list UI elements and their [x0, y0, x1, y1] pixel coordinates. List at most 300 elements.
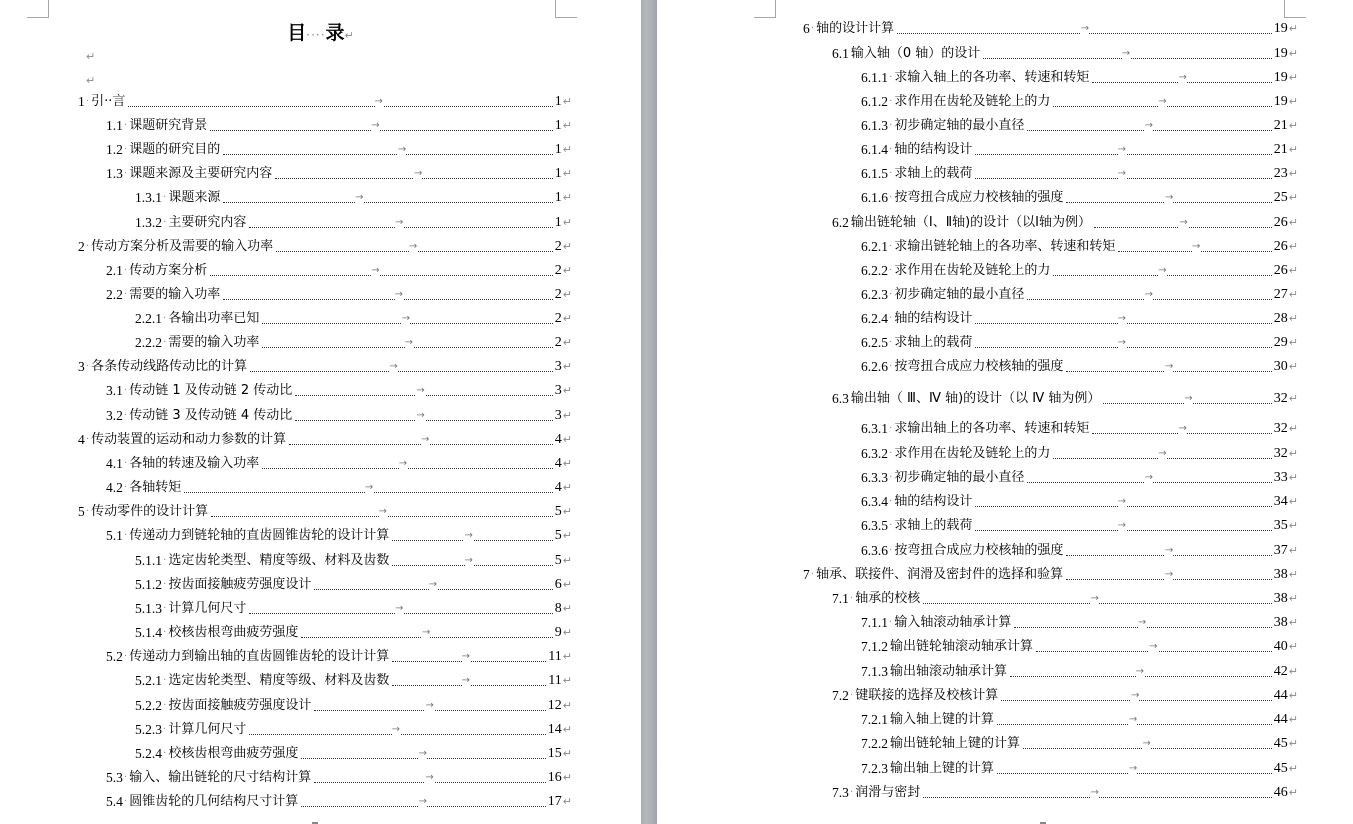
toc-entry-level-3[interactable] [861, 165, 1298, 183]
toc-entry-number: 2.2 [106, 287, 123, 302]
paragraph-mark-icon: ↵ [1288, 143, 1298, 156]
toc-entry-page-number: 1 [554, 166, 562, 181]
space-mark: · [849, 690, 854, 701]
toc-entry-level-2[interactable] [106, 648, 572, 666]
paragraph-mark-icon: ↵ [562, 699, 572, 712]
margin-corner-mark [555, 0, 577, 18]
paragraph-mark-icon: ↵ [562, 191, 572, 204]
space-mark: · [889, 192, 893, 203]
toc-entry-title: 课题的研究目的 [129, 142, 221, 157]
space-mark: · [889, 520, 893, 531]
space-mark: · [889, 545, 893, 556]
paragraph-mark-icon: ↵ [562, 143, 572, 156]
dot-leader [1027, 472, 1271, 483]
paragraph-mark-icon: ↵ [1288, 71, 1298, 84]
toc-entry-page-number: 4 [554, 456, 562, 471]
toc-entry-number: 6.1.3 [861, 118, 888, 133]
tab-arrow-icon: → [1164, 361, 1174, 372]
toc-entry-title: 求作用在齿轮及链轮上的力 [894, 446, 1051, 461]
dot-leader [975, 337, 1271, 348]
space-mark: · [163, 748, 167, 759]
dot-leader [975, 520, 1271, 531]
tab-arrow-icon: → [422, 627, 431, 638]
paragraph-mark-icon: ↵ [562, 95, 572, 108]
paragraph-mark-icon: ↵ [562, 336, 572, 349]
space-mark: · [163, 675, 167, 686]
margin-corner-mark [754, 0, 776, 18]
toc-entry-title: 计算几何尺寸 [168, 601, 247, 616]
paragraph-mark-icon: ↵ [1288, 312, 1298, 325]
toc-entry-level-3[interactable] [135, 745, 572, 763]
paragraph-mark-icon: ↵ [562, 167, 572, 180]
dot-leader [923, 593, 1272, 604]
toc-entry-level-3[interactable] [861, 420, 1298, 438]
dot-leader [897, 23, 1272, 34]
space-mark: · [889, 423, 893, 434]
toc-entry-page-number: 14 [547, 722, 562, 737]
dot-leader [975, 496, 1271, 507]
toc-entry-level-3[interactable] [135, 214, 572, 232]
toc-entry-number: 6.1.2 [861, 94, 888, 109]
tab-arrow-icon: → [371, 265, 380, 276]
paragraph-mark-icon: ↵ [344, 29, 354, 42]
toc-entry-title: 传动链 3 及传动链 4 传动比 [129, 408, 293, 423]
space-mark: · [85, 506, 90, 517]
tab-arrow-icon: → [418, 796, 427, 807]
tab-arrow-icon: → [1117, 144, 1127, 155]
toc-entry-level-2[interactable] [832, 590, 1298, 608]
dot-leader [184, 482, 553, 493]
space-mark: · [810, 23, 815, 34]
toc-entry-title: 传递动力到链轮轴的直齿圆锥齿轮的设计计算 [129, 528, 390, 543]
space-mark: · [889, 617, 893, 628]
toc-entry-title: 引··言 [91, 94, 126, 109]
toc-entry-level-2[interactable] [106, 479, 572, 497]
dot-leader [249, 724, 545, 735]
paragraph-mark-icon: ↵ [562, 554, 572, 567]
toc-entry-number: 5.2.3 [135, 722, 162, 737]
toc-entry-title: 求轴上的载荷 [894, 518, 973, 533]
toc-entry-title: 输入轴滚动轴承计算 [894, 615, 1012, 630]
space-mark: · [889, 289, 893, 300]
paragraph-mark-icon: ↵ [1288, 264, 1298, 277]
toc-entry-level-3[interactable] [861, 663, 1298, 681]
toc-title-char: 录 [325, 22, 345, 44]
toc-entry-number: 6.3.6 [861, 543, 888, 558]
dot-leader [301, 627, 552, 638]
space-mark: · [810, 569, 815, 580]
toc-entry-level-3[interactable] [861, 445, 1298, 463]
toc-entry-level-3[interactable] [135, 624, 572, 642]
space-mark: · [123, 168, 128, 179]
toc-entry-level-1[interactable] [78, 238, 572, 256]
toc-entry-page-number: 34 [1273, 494, 1288, 509]
toc-entry-page-number: 44 [1273, 712, 1288, 727]
toc-entry-title: 计算几何尺寸 [168, 722, 247, 737]
toc-entry-level-3[interactable] [135, 721, 572, 739]
paragraph-mark-icon: ↵ [562, 312, 572, 325]
toc-entry-number: 1.3 [106, 166, 123, 181]
dot-leader [975, 168, 1271, 179]
toc-entry-level-3[interactable] [861, 286, 1298, 304]
space-mark: · [163, 724, 167, 735]
space-mark: · [85, 434, 90, 445]
dot-leader [1023, 738, 1272, 749]
toc-entry-level-3[interactable] [135, 189, 572, 207]
toc-entry-number: 5.1.2 [135, 577, 162, 592]
paragraph-mark-icon: ↵ [1288, 167, 1298, 180]
tab-arrow-icon: → [1117, 337, 1127, 348]
toc-entry-level-3[interactable] [861, 238, 1298, 256]
toc-entry-level-3[interactable] [861, 469, 1298, 487]
toc-entry-page-number: 42 [1273, 664, 1288, 679]
tab-arrow-icon: → [1158, 96, 1167, 107]
toc-entry-level-2[interactable] [832, 390, 1298, 408]
toc-entry-level-2[interactable] [106, 117, 572, 135]
paragraph-mark-icon: ↵ [562, 119, 572, 132]
toc-entry-level-3[interactable] [135, 672, 572, 690]
toc-entry-title: 轴的结构设计 [894, 311, 973, 326]
toc-entry-level-3[interactable] [861, 493, 1298, 511]
toc-entry-title: 轴承的校核 [855, 591, 921, 606]
paragraph-mark-icon: ↵ [562, 578, 572, 591]
paragraph-mark-icon: ↵ [1288, 568, 1298, 581]
tab-arrow-icon: → [395, 603, 404, 614]
toc-entry-level-2[interactable] [106, 382, 572, 400]
dot-leader [211, 506, 553, 517]
tab-arrow-icon: → [1164, 545, 1174, 556]
toc-entry-number: 6.3.1 [861, 421, 888, 436]
toc-entry-number: 7.2 [832, 688, 849, 703]
tab-arrow-icon: → [355, 192, 364, 203]
document-page-right[interactable] [657, 0, 1353, 824]
tab-arrow-icon: → [1128, 714, 1138, 725]
paragraph-mark-icon: ↵ [1288, 640, 1298, 653]
toc-entry-title: 求轴上的载荷 [894, 335, 973, 350]
space-mark: · [85, 96, 90, 107]
toc-entry-level-3[interactable] [135, 576, 572, 594]
space-mark: · [889, 241, 893, 252]
tab-arrow-icon: → [404, 337, 414, 348]
toc-entry-number: 6.1.5 [861, 166, 888, 181]
toc-entry-level-2[interactable] [832, 214, 1298, 232]
toc-entry-title: 课题来源 [168, 190, 221, 205]
toc-entry-level-1[interactable] [78, 358, 572, 376]
toc-entry-number: 6.3 [832, 391, 849, 406]
dot-leader [301, 748, 545, 759]
toc-entry-number: 3 [78, 359, 85, 374]
toc-entry-page-number: 25 [1273, 190, 1288, 205]
toc-entry-title: 需要的输入功率 [168, 335, 260, 350]
dot-leader [1014, 617, 1271, 628]
dot-leader [1092, 72, 1271, 83]
toc-entry-level-3[interactable] [861, 262, 1298, 280]
toc-entry-level-3[interactable] [135, 310, 572, 328]
toc-entry-title: 传递动力到输出轴的直齿圆锥齿轮的设计计算 [129, 649, 390, 664]
toc-entry-level-3[interactable] [861, 189, 1298, 207]
tab-arrow-icon: → [1164, 569, 1174, 580]
toc-entry-title: 输入轴（0 轴）的设计 [850, 46, 981, 61]
toc-entry-title: 输出链轮轴（Ⅰ、Ⅱ轴)的设计（以Ⅰ轴为例） [850, 215, 1092, 230]
page-separator [641, 0, 657, 824]
toc-entry-level-3[interactable] [135, 552, 572, 570]
space-mark: · [849, 593, 854, 604]
toc-entry-title: 传动方案分析及需要的输入功率 [91, 239, 274, 254]
toc-entry-title: 圆锥齿轮的几何结构尺寸计算 [129, 794, 299, 809]
document-page-left[interactable] [0, 0, 641, 824]
toc-entry-level-1[interactable] [78, 503, 572, 521]
tab-arrow-icon: → [428, 579, 438, 590]
dot-leader [997, 714, 1272, 725]
toc-entry-page-number: 30 [1273, 359, 1288, 374]
toc-entry-level-3[interactable] [861, 310, 1298, 328]
toc-entry-page-number: 9 [554, 625, 562, 640]
margin-corner-mark [1284, 0, 1306, 18]
toc-entry-page-number: 12 [547, 698, 562, 713]
toc-entry-page-number: 26 [1273, 263, 1288, 278]
toc-entry-page-number: 45 [1273, 761, 1288, 776]
toc-entry-page-number: 26 [1273, 215, 1288, 230]
toc-entry-title: 轴承、联接件、润滑及密封件的选择和验算 [816, 567, 1064, 582]
toc-entry-level-3[interactable] [861, 358, 1298, 376]
toc-entry-title: 各轴的转速及输入功率 [129, 456, 260, 471]
toc-entry-level-2[interactable] [106, 455, 572, 473]
toc-entry-title: 轴的结构设计 [894, 494, 973, 509]
space-mark: · [889, 120, 893, 131]
toc-entry-level-2[interactable] [106, 141, 572, 159]
toc-entry-level-3[interactable] [861, 93, 1298, 111]
toc-entry-page-number: 45 [1273, 736, 1288, 751]
toc-entry-title: 求作用在齿轮及链轮上的力 [894, 263, 1051, 278]
space-mark: · [889, 472, 893, 483]
tab-arrow-icon: → [1137, 617, 1147, 628]
toc-entry-title: 输入、输出链轮的尺寸结构计算 [129, 770, 312, 785]
toc-title-char: 目 [287, 22, 307, 44]
toc-entry-page-number: 4 [554, 432, 562, 447]
paragraph-mark-icon: ↵ [562, 457, 572, 470]
space-mark: · [123, 772, 128, 783]
paragraph-mark-icon: ↵ [562, 674, 572, 687]
dot-leader [1066, 361, 1271, 372]
space-mark: · [123, 289, 128, 300]
toc-entry-level-1[interactable] [78, 431, 572, 449]
toc-entry-number: 1.1 [106, 118, 123, 133]
space-mark: · [889, 313, 893, 324]
paragraph-mark-icon: ↵ [1288, 495, 1298, 508]
paragraph-mark-icon: ↵ [1288, 616, 1298, 629]
toc-entry-level-2[interactable] [106, 527, 572, 545]
paragraph-mark-icon: ↵ [1288, 519, 1298, 532]
space-mark: · [85, 241, 90, 252]
tab-arrow-icon: → [1128, 763, 1138, 774]
dot-leader [210, 120, 553, 131]
space-mark: · [123, 530, 128, 541]
toc-title [0, 18, 641, 45]
tab-arrow-icon: → [374, 96, 383, 107]
toc-entry-number: 7.1.1 [861, 615, 888, 630]
toc-entry-title: 按弯扭合成应力校核轴的强度 [894, 543, 1064, 558]
toc-entry-page-number: 38 [1273, 615, 1288, 630]
paragraph-mark-icon: ↵ [562, 650, 572, 663]
toc-entry-page-number: 5 [554, 528, 562, 543]
paragraph-mark-icon: ↵ [562, 288, 572, 301]
toc-entry-number: 7.1.2 [861, 639, 888, 654]
toc-entry-page-number: 2 [554, 263, 562, 278]
dot-leader [276, 241, 553, 252]
toc-entry-level-3[interactable] [861, 141, 1298, 159]
space-mark: · [889, 144, 893, 155]
dot-leader [314, 700, 545, 711]
dot-leader [289, 434, 553, 445]
tab-arrow-icon: → [1080, 23, 1090, 34]
toc-entry-page-number: 46 [1273, 785, 1288, 800]
tab-arrow-icon: → [1179, 217, 1188, 228]
toc-entry-level-3[interactable] [861, 117, 1298, 135]
toc-entry-level-1[interactable] [803, 566, 1298, 584]
toc-entry-page-number: 1 [554, 190, 562, 205]
tab-arrow-icon: → [464, 530, 473, 541]
paragraph-mark-icon: ↵ [562, 264, 572, 277]
tab-arrow-icon: → [1164, 192, 1174, 203]
toc-entry-page-number: 37 [1273, 543, 1288, 558]
toc-entry-page-number: 8 [554, 601, 562, 616]
toc-entry-level-2[interactable] [106, 262, 572, 280]
tab-arrow-icon: → [1178, 72, 1187, 83]
toc-entry-level-2[interactable] [832, 45, 1298, 63]
toc-entry-level-2[interactable] [106, 407, 572, 425]
dot-leader [1053, 96, 1271, 107]
paragraph-mark-icon: ↵ [1288, 191, 1298, 204]
toc-entry-title: 求输入轴上的各功率、转速和转矩 [894, 70, 1090, 85]
tab-arrow-icon: → [1090, 787, 1099, 798]
paragraph-mark-icon: ↵ [562, 240, 572, 253]
tab-arrow-icon: → [1117, 496, 1127, 507]
toc-entry-level-1[interactable] [78, 93, 572, 111]
toc-entry-number: 6.3.2 [861, 446, 888, 461]
paragraph-mark-icon: ↵ [562, 602, 572, 615]
toc-entry-level-3[interactable] [861, 614, 1298, 632]
dot-leader [1066, 569, 1272, 580]
toc-entry-page-number: 1 [554, 142, 562, 157]
tab-arrow-icon: → [1135, 666, 1145, 677]
dot-leader [392, 555, 552, 566]
toc-entry-number: 7.3 [832, 785, 849, 800]
dot-leader [249, 217, 552, 228]
space-mark: · [163, 337, 167, 348]
toc-entry-page-number: 6 [554, 577, 562, 592]
toc-entry-title: 求轴上的载荷 [894, 166, 973, 181]
toc-entry-title: 传动链 1 及传动链 2 传动比 [129, 383, 293, 398]
toc-entry-level-2[interactable] [832, 687, 1298, 705]
space-mark: · [889, 337, 893, 348]
tab-arrow-icon: → [408, 241, 418, 252]
paragraph-mark-icon: ↵ [562, 529, 572, 542]
toc-entry-number: 5.4 [106, 794, 123, 809]
dot-leader [1066, 192, 1271, 203]
toc-entry-number: 3.1 [106, 383, 123, 398]
dot-leader [262, 458, 553, 469]
toc-entry-page-number: 26 [1273, 239, 1288, 254]
paragraph-mark-icon: ↵ [562, 481, 572, 494]
toc-entry-page-number: 11 [548, 673, 562, 688]
toc-entry-level-3[interactable] [135, 697, 572, 715]
paragraph-mark-icon: ↵ [1288, 216, 1298, 229]
tab-arrow-icon: → [1184, 393, 1193, 404]
toc-entry-title: 各输出功率已知 [168, 311, 260, 326]
toc-entry-level-2[interactable] [106, 286, 572, 304]
space-mark: · [123, 144, 128, 155]
toc-entry-page-number: 2 [554, 311, 562, 326]
toc-entry-level-2[interactable] [106, 165, 572, 183]
paragraph-mark-icon: ↵ [1288, 95, 1298, 108]
toc-entry-level-2[interactable] [832, 784, 1298, 802]
toc-entry-title: 按弯扭合成应力校核轴的强度 [894, 190, 1064, 205]
dot-leader [128, 96, 552, 107]
dot-leader [1066, 545, 1271, 556]
paragraph-mark-icon: ↵ [1288, 689, 1298, 702]
toc-entry-title: 输出轴上键的计算 [890, 761, 995, 776]
toc-entry-level-3[interactable] [861, 711, 1298, 729]
toc-entry-level-3[interactable] [861, 735, 1298, 753]
toc-entry-number: 5.3 [106, 770, 123, 785]
paragraph-mark-icon: ↵ [1288, 762, 1298, 775]
toc-entry-title: 求输出轴上的各功率、转速和转矩 [894, 421, 1090, 436]
toc-entry-title: 求作用在齿轮及链轮上的力 [894, 94, 1051, 109]
paragraph-mark-icon: ↵ [1288, 22, 1298, 35]
toc-entry-title: 按弯扭合成应力校核轴的强度 [894, 359, 1064, 374]
dot-leader [314, 772, 546, 783]
dot-leader [1094, 217, 1272, 228]
toc-entry-title: 传动装置的运动和动力参数的计算 [91, 432, 287, 447]
toc-entry-number: 4 [78, 432, 85, 447]
toc-entry-level-3[interactable] [135, 334, 572, 352]
toc-entry-title: 各条传动线路传动比的计算 [91, 359, 248, 374]
tab-arrow-icon: → [395, 217, 404, 228]
toc-entry-number: 5.2.1 [135, 673, 162, 688]
toc-entry-page-number: 1 [554, 94, 562, 109]
space-mark: · [163, 700, 167, 711]
toc-entry-level-3[interactable] [135, 600, 572, 618]
toc-entry-number: 6.2.6 [861, 359, 888, 374]
paragraph-mark-icon: ↵ [562, 771, 572, 784]
toc-entry-title: 输出链轮轴滚动轴承计算 [890, 639, 1034, 654]
toc-entry-number: 7.2.2 [861, 736, 888, 751]
toc-entry-level-2[interactable] [106, 769, 572, 787]
toc-entry-page-number: 32 [1273, 421, 1288, 436]
toc-entry-level-3[interactable] [861, 760, 1298, 778]
tab-arrow-icon: → [425, 700, 434, 711]
margin-corner-mark [27, 0, 49, 18]
toc-entry-level-3[interactable] [861, 334, 1298, 352]
tab-arrow-icon: → [1131, 690, 1140, 701]
toc-entry-level-3[interactable] [861, 542, 1298, 560]
toc-entry-number: 3.2 [106, 408, 123, 423]
tab-arrow-icon: → [1158, 265, 1167, 276]
paragraph-mark-icon: ↵ [562, 409, 572, 422]
space-mark: · [163, 313, 167, 324]
toc-entry-level-2[interactable] [106, 793, 572, 811]
tab-arrow-icon: → [1158, 448, 1167, 459]
toc-entry-level-3[interactable] [861, 517, 1298, 535]
toc-entry-level-1[interactable] [803, 20, 1298, 38]
space-mark: · [123, 265, 128, 276]
toc-entry-page-number: 19 [1273, 70, 1288, 85]
toc-entry-title: 键联接的选择及校核计算 [855, 688, 999, 703]
toc-entry-page-number: 21 [1273, 142, 1288, 157]
toc-entry-level-3[interactable] [861, 638, 1298, 656]
toc-entry-level-3[interactable] [861, 69, 1298, 87]
toc-entry-page-number: 32 [1273, 446, 1288, 461]
